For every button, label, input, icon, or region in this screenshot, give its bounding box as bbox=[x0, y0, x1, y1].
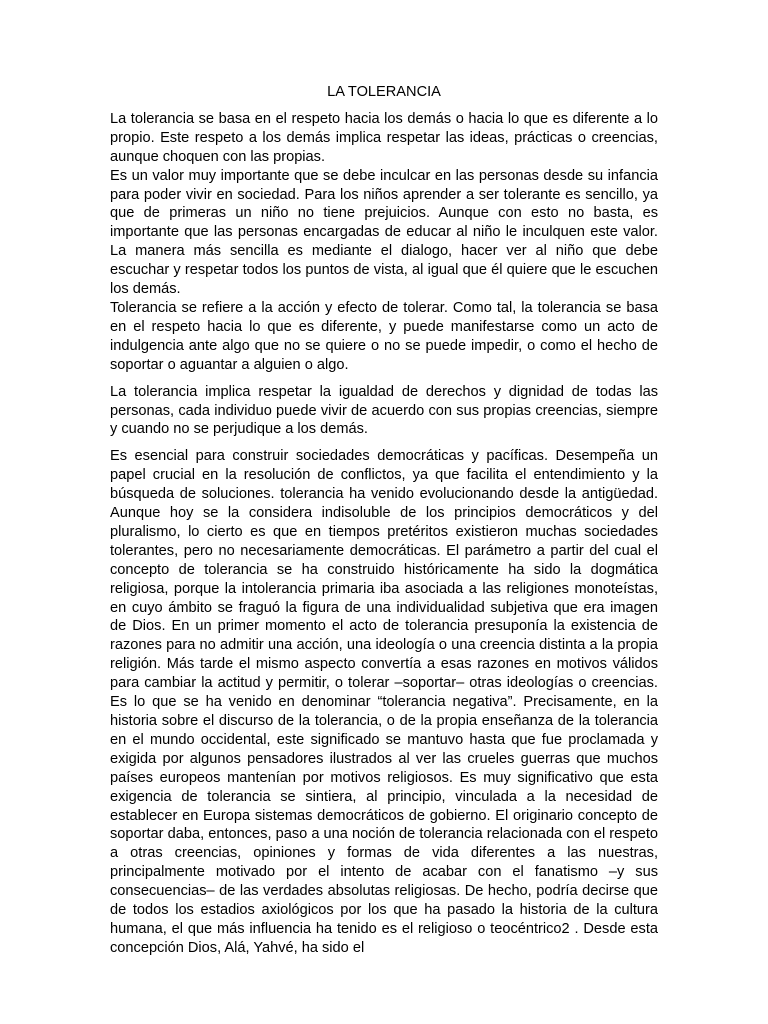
paragraph-education: Es un valor muy importante que se debe inculcar en las personas desde su infancia para poder vivir en sociedad. Para los niños aprender a ser tolerante es sencillo, ya que de primeras un niño no tiene prejuicios. Aunque con esto no basta, es importante que las personas encargadas de educar al niño le inculquen este valor. La manera más sencilla es mediante el dialogo, hacer ver al niño que debe escuchar y respetar todos los puntos de vista, al igual que él quiere que le escuchen los demás. bbox=[110, 167, 658, 298]
paragraph-meaning: Tolerancia se refiere a la acción y efecto de tolerar. Como tal, la tolerancia se basa en el respeto hacia lo que es diferente, y puede manifestarse como un acto de indulgencia ante algo que no se quiere o no se puede impedir, o como el hecho de soportar o aguantar a alguien o algo. bbox=[110, 299, 658, 373]
paragraph-history: Es esencial para construir sociedades democráticas y pacíficas. Desempeña un papel crucial en la resolución de conflictos, ya que facilita el entendimiento y la búsqueda de soluciones. tolerancia ha venido evolucionando desde la antigüedad. Aunque hoy se la considera indisoluble de los principios democráticos y del pluralismo, lo cierto es que en tiempos pretéritos existieron muchas sociedades tolerantes, pero no necesariamente democráticas. El parámetro a partir del cual el concepto de tolerancia se ha construido históricamente ha sido la dogmática religiosa, porque la intolerancia primaria iba asociada a las religiones monoteístas, en cuyo ámbito se fraguó la figura de una individualidad subjetiva que era imagen de Dios. En un primer momento el acto de tolerancia presuponía la existencia de razones para no admitir una acción, una ideología o una creencia distinta a la propia religión. Más tarde el mismo aspecto convertía a esas razones en motivos válidos para cambiar la actitud y permitir, o tolerar –soportar– otras ideologías o creencias. Es lo que se ha venido en denominar “tolerancia negativa”. Precisamente, en la historia sobre el discurso de la tolerancia, o de la propia enseñanza de la tolerancia en el mundo occidental, este significado se mantuvo hasta que fue proclamada y exigida por algunos pensadores ilustrados al ver las crueles guerras que muchos países europeos mantenían por motivos religiosos. Es muy significativo que esta exigencia de tolerancia se sintiera, al principio, vinculada a la necesidad de establecer en Europa sistemas democráticos de gobierno. El originario concepto de soportar daba, entonces, paso a una noción de tolerancia relacionada con el respeto a otras creencias, opiniones y formas de vida diferentes a las nuestras, principalmente motivado por el intento de acabar con el fanatismo –y sus consecuencias– de las verdades absolutas religiosas. De hecho, podría decirse que de todos los estadios axiológicos por los que ha pasado la historia de la cultura humana, el que más influencia ha tenido es el religioso o teocéntrico2 . Desde esta concepción Dios, Alá, Yahvé, ha sido el bbox=[110, 448, 658, 956]
paragraph-equality: La tolerancia implica respetar la igualdad de derechos y dignidad de todas las personas, cada individuo puede vivir de acuerdo con sus propias creencias, siempre y cuando no se perjudique a los demás. bbox=[110, 383, 658, 438]
paragraph-definition: La tolerancia se basa en el respeto hacia los demás o hacia lo que es diferente a lo propio. Este respeto a los demás implica respetar las ideas, prácticas o creencias, aunque choquen con las propias. bbox=[110, 110, 658, 165]
document-page bbox=[110, 83, 658, 958]
document-title: LA TOLERANCIA bbox=[327, 84, 441, 100]
